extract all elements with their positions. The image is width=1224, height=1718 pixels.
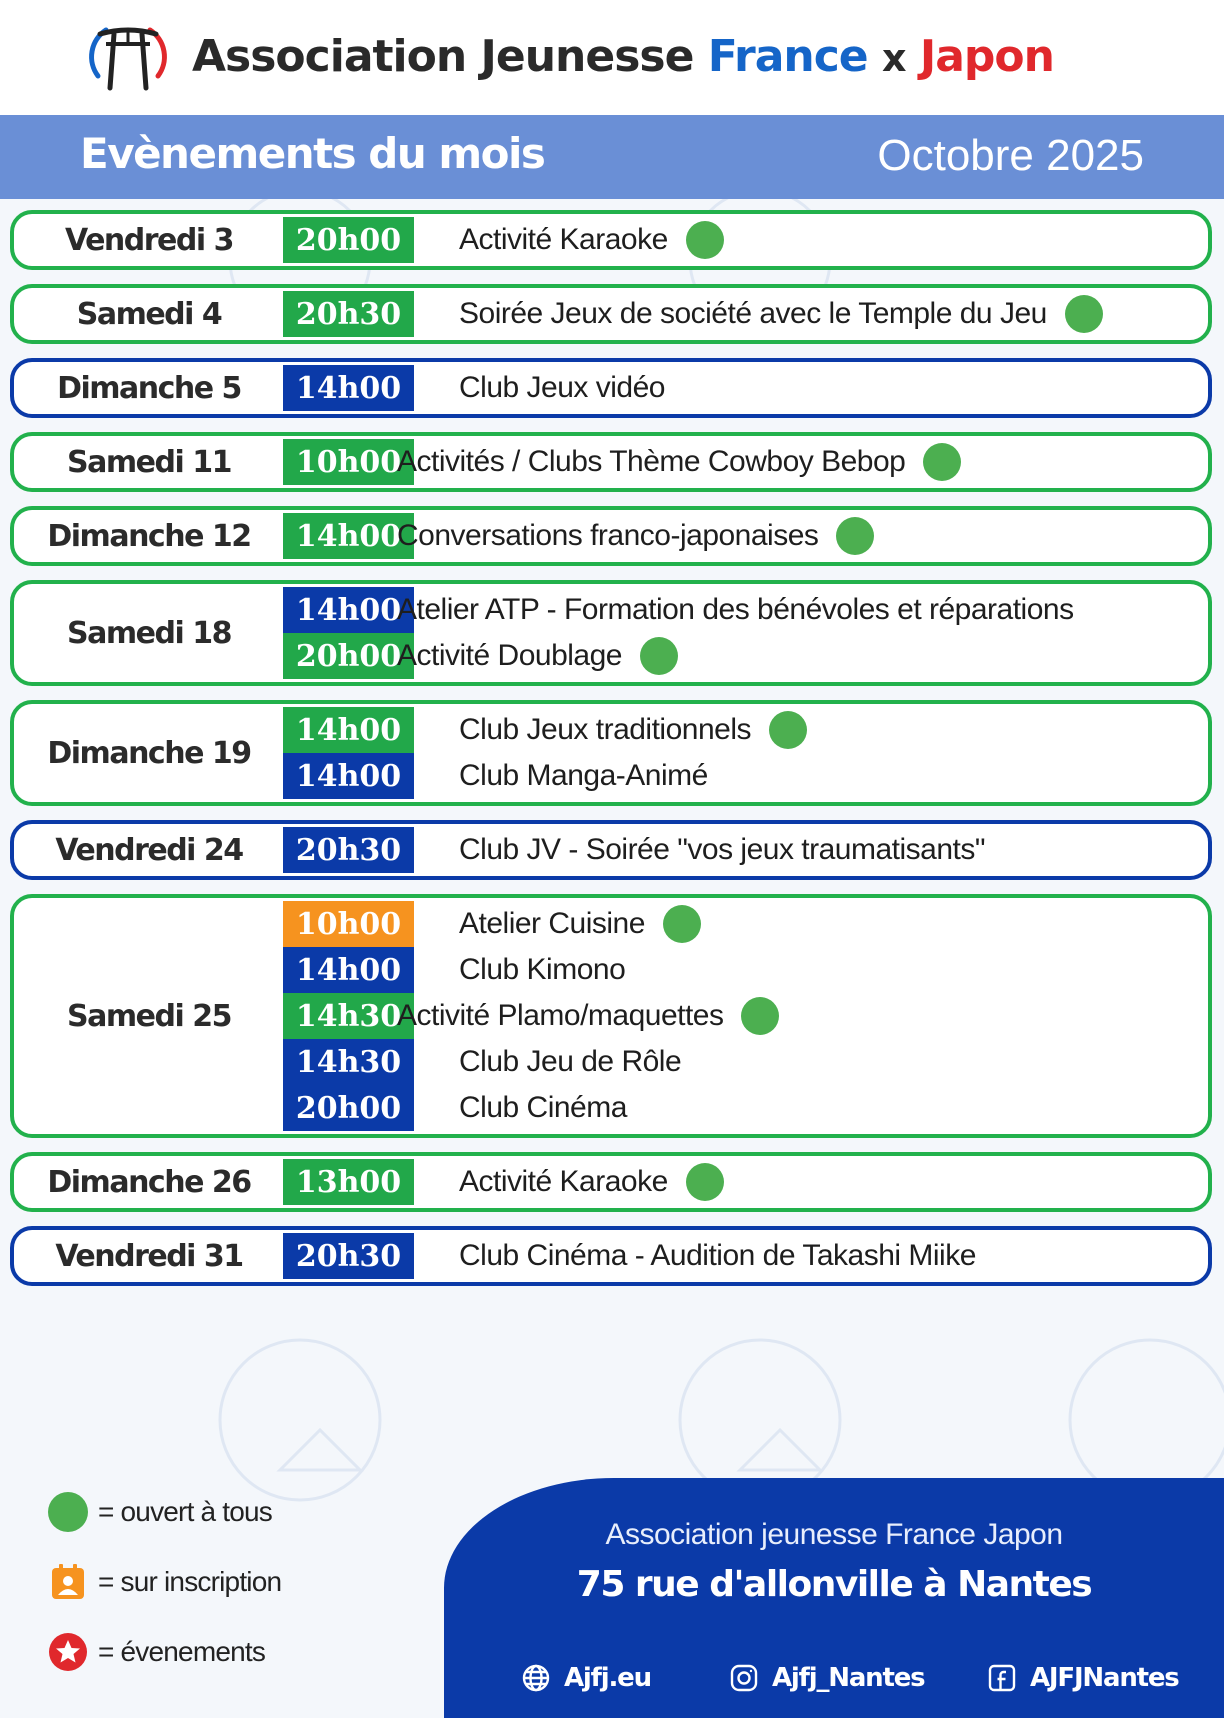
- event-day-block: [10, 700, 1212, 806]
- event-day-block: [10, 580, 1212, 686]
- legend-item-open: [48, 1490, 272, 1534]
- event-slot: [14, 587, 1208, 633]
- event-activity: [459, 753, 708, 799]
- title-france: France: [707, 31, 868, 82]
- event-slot: [14, 633, 1208, 679]
- event-day-block: [10, 506, 1212, 566]
- website-link[interactable]: [520, 1658, 651, 1698]
- open-to-all-dot-icon: [686, 221, 724, 259]
- event-slot: [14, 753, 1208, 799]
- event-time: 20h00: [283, 633, 414, 679]
- event-day-label: Dimanche 26: [47, 1164, 251, 1200]
- event-day-label: Samedi 4: [76, 296, 222, 332]
- event-time: 14h00: [283, 947, 414, 993]
- facebook-label: AJFJNantes: [1030, 1663, 1179, 1693]
- event-time: 14h00: [283, 365, 414, 411]
- event-time: 20h00: [283, 1085, 414, 1131]
- event-slot: [14, 513, 1208, 559]
- event-slot: [14, 947, 1208, 993]
- event-time: 13h00: [283, 1159, 414, 1205]
- month-banner: [0, 115, 1224, 199]
- event-activity: [459, 1233, 976, 1279]
- event-time: 14h30: [283, 993, 414, 1039]
- footer-panel: [444, 1478, 1224, 1718]
- footer-links: [444, 1658, 1224, 1698]
- event-day-label: Dimanche 5: [57, 370, 241, 406]
- event-activity: [459, 947, 625, 993]
- event-day-block: [10, 284, 1212, 344]
- event-time: 14h00: [283, 753, 414, 799]
- event-activity: [397, 993, 779, 1039]
- title-association-jeunesse: Association Jeunesse: [192, 31, 694, 82]
- event-day-label: Vendredi 3: [65, 222, 233, 258]
- event-time: 10h00: [283, 901, 414, 947]
- event-day-label: Dimanche 19: [47, 735, 251, 771]
- open-to-all-dot-icon: [686, 1163, 724, 1201]
- event-time: 20h30: [283, 291, 414, 337]
- association-title: [192, 22, 1054, 92]
- event-slot: [14, 993, 1208, 1039]
- event-activity: [459, 901, 701, 947]
- event-slot: [14, 1085, 1208, 1131]
- event-activity-label: Club JV - Soirée "vos jeux traumatisants": [459, 833, 986, 866]
- event-day-block: [10, 210, 1212, 270]
- event-activity-label: Activité Karaoke: [459, 223, 668, 256]
- footer-address: 75 rue d'allonville à Nantes: [576, 1564, 1092, 1605]
- open-to-all-dot-icon: [640, 637, 678, 675]
- event-activity-label: Club Manga-Animé: [459, 759, 708, 792]
- title-separator: x: [881, 36, 906, 80]
- event-slot: [14, 439, 1208, 485]
- event-activity-label: Conversations franco-japonaises: [397, 519, 819, 552]
- event-day-label: Vendredi 31: [55, 1238, 243, 1274]
- event-activity-label: Activités / Clubs Thème Cowboy Bebop: [397, 445, 906, 478]
- event-slot: [14, 217, 1208, 263]
- event-time: 20h30: [283, 1233, 414, 1279]
- star-event-icon: [48, 1632, 88, 1672]
- event-activity: [459, 1039, 681, 1085]
- footer-association-name: Association jeunesse France Japon: [605, 1518, 1063, 1551]
- event-time: 10h00: [283, 439, 414, 485]
- event-activity: [459, 707, 807, 753]
- open-to-all-dot-icon: [923, 443, 961, 481]
- globe-icon: [520, 1662, 552, 1694]
- event-activity-label: Club Jeux vidéo: [459, 371, 665, 404]
- event-activity-label: Activité Plamo/maquettes: [397, 999, 724, 1032]
- event-day-label: Samedi 25: [67, 998, 231, 1034]
- event-day-block: [10, 820, 1212, 880]
- open-to-all-dot-icon: [769, 711, 807, 749]
- banner-month: Octobre 2025: [877, 131, 1144, 180]
- event-day-label: Vendredi 24: [55, 832, 243, 868]
- event-activity: [397, 633, 678, 679]
- event-activity: [459, 1085, 627, 1131]
- event-activity-label: Activité Karaoke: [459, 1165, 668, 1198]
- event-slot: [14, 365, 1208, 411]
- event-activity-label: Club Jeux traditionnels: [459, 713, 752, 746]
- event-slot: [14, 901, 1208, 947]
- event-slot: [14, 707, 1208, 753]
- facebook-icon: [986, 1662, 1018, 1694]
- event-activity-label: Club Kimono: [459, 953, 626, 986]
- event-activity-label: Club Cinéma - Audition de Takashi Miike: [459, 1239, 976, 1272]
- event-activity-label: Activité Doublage: [397, 639, 622, 672]
- event-activity: [397, 439, 961, 485]
- banner-title: Evènements du mois: [80, 129, 545, 178]
- legend-label: = ouvert à tous: [98, 1496, 273, 1527]
- event-time: 14h00: [283, 513, 414, 559]
- event-day-block: [10, 432, 1212, 492]
- title-japon: Japon: [919, 31, 1054, 82]
- event-day-label: Dimanche 12: [47, 518, 251, 554]
- open-to-all-dot-icon: [741, 997, 779, 1035]
- event-day-label: Samedi 11: [67, 444, 231, 480]
- legend-item-event: [48, 1630, 265, 1674]
- open-to-all-dot-icon: [1065, 295, 1103, 333]
- event-activity-label: Atelier ATP - Formation des bénévoles et réparations: [397, 593, 1074, 626]
- event-activity-label: Club Cinéma: [459, 1091, 627, 1124]
- event-time: 20h30: [283, 827, 414, 873]
- legend-label: = sur inscription: [98, 1566, 282, 1597]
- open-to-all-dot-icon: [663, 905, 701, 943]
- event-day-block: [10, 1152, 1212, 1212]
- header: [0, 0, 1224, 115]
- instagram-icon: [728, 1662, 760, 1694]
- torii-logo-icon: [86, 18, 170, 94]
- event-activity-label: Club Jeu de Rôle: [459, 1045, 682, 1078]
- event-slot: [14, 291, 1208, 337]
- legend-label: = évenements: [98, 1636, 266, 1667]
- legend-item-registration: [48, 1560, 281, 1604]
- event-time: 14h00: [283, 587, 414, 633]
- event-time: 20h00: [283, 217, 414, 263]
- registration-badge-icon: [48, 1562, 88, 1602]
- event-activity: [459, 827, 985, 873]
- event-activity: [459, 1159, 724, 1205]
- event-activity: [397, 513, 874, 559]
- event-slot: [14, 827, 1208, 873]
- event-day-block: [10, 358, 1212, 418]
- event-day-block: [10, 1226, 1212, 1286]
- facebook-link[interactable]: [986, 1658, 1179, 1698]
- event-activity-label: Soirée Jeux de société avec le Temple du Jeu: [459, 297, 1047, 330]
- event-activity: [397, 587, 1074, 633]
- event-time: 14h00: [283, 707, 414, 753]
- event-day-block: [10, 894, 1212, 1138]
- event-activity: [459, 365, 665, 411]
- green-dot-icon: [48, 1492, 88, 1532]
- event-activity: [459, 291, 1103, 337]
- website-label: Ajfj.eu: [564, 1663, 651, 1693]
- event-activity: [459, 217, 724, 263]
- instagram-link[interactable]: [728, 1658, 924, 1698]
- open-to-all-dot-icon: [836, 517, 874, 555]
- instagram-label: Ajfj_Nantes: [772, 1663, 925, 1693]
- event-slot: [14, 1233, 1208, 1279]
- event-activity-label: Atelier Cuisine: [459, 907, 645, 940]
- event-day-label: Samedi 18: [67, 615, 231, 651]
- event-time: 14h30: [283, 1039, 414, 1085]
- event-slot: [14, 1159, 1208, 1205]
- event-slot: [14, 1039, 1208, 1085]
